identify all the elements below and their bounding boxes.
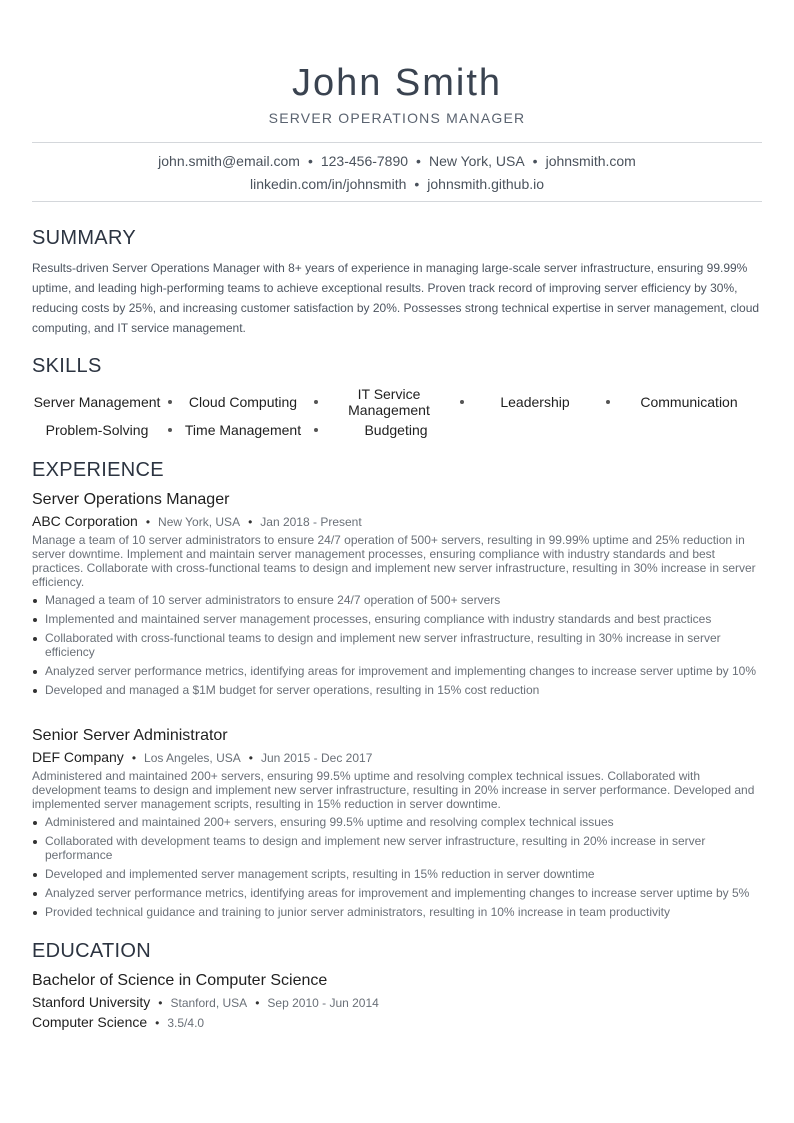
- bullet-text: Analyzed server performance metrics, identifying areas for improvement and implementing changes to increase server uptime by 5%: [45, 886, 750, 900]
- job-description: Manage a team of 10 server administrators to ensure 24/7 operation of 500+ servers, resulting in 99.99% uptime and 25% reduction in server downtime. Implement and maintain server management processes, ensuring compliance with industry standards and best practices. Collaborate with cross-functional teams to design and implement new server infrastructure, resulting in 30% increase in server efficiency.: [32, 533, 756, 589]
- job-title: Server Operations Manager: [32, 491, 230, 508]
- skill-item: IT Service Management: [348, 386, 430, 418]
- experience-heading: EXPERIENCE: [32, 459, 164, 481]
- education-major-row: [32, 1014, 204, 1030]
- meta-separator: •: [248, 751, 253, 765]
- skills-heading: SKILLS: [32, 355, 102, 377]
- bullet-text: Collaborated with development teams to design and implement new server infrastructure, resulting in 20% increase in server performance: [45, 834, 706, 862]
- bullet-dot: [33, 618, 37, 622]
- job-description: Administered and maintained 200+ servers, ensuring 99.5% uptime and resolving complex technical issues. Collaborated with development teams to design and implement new server infrastructure, resulting in 20% increase in server performance. Developed and implemented server management scripts, resulting in 15% reduction in server downtime.: [32, 769, 755, 811]
- job-dates: Jan 2018 - Present: [260, 515, 362, 529]
- bullet-dot: [33, 892, 37, 896]
- list-item: [32, 834, 762, 862]
- contact-website[interactable]: johnsmith.com: [545, 153, 636, 169]
- job-meta: [32, 749, 372, 765]
- contact-location: New York, USA: [428, 153, 525, 169]
- list-item: [32, 612, 762, 626]
- bullet-dot: [33, 599, 37, 603]
- bullet-dot: [33, 637, 37, 641]
- bullet-text: Administered and maintained 200+ servers, ensuring 99.5% uptime and resolving complex technical issues: [45, 815, 614, 829]
- contact-email[interactable]: john.smith@email.com: [158, 153, 300, 169]
- skill-item: Server Management: [33, 394, 161, 410]
- education-meta: [32, 994, 379, 1010]
- job-title: Senior Server Administrator: [32, 727, 228, 744]
- contact-separator: •: [416, 153, 421, 169]
- skill-separator: [314, 400, 318, 404]
- summary-heading: SUMMARY: [32, 227, 136, 249]
- skill-item: Problem-Solving: [45, 422, 149, 438]
- bullet-text: Collaborated with cross-functional teams to design and implement new server infrastructure, resulting in 30% increase in server efficiency: [45, 631, 721, 659]
- job-bullet-list: [32, 815, 762, 924]
- contact-row-secondary: [0, 176, 794, 192]
- education-location: Stanford, USA: [170, 996, 248, 1010]
- list-item: [32, 631, 762, 659]
- education-dates: Sep 2010 - Jun 2014: [267, 996, 379, 1010]
- education-heading: EDUCATION: [32, 940, 151, 962]
- skill-separator: [460, 400, 464, 404]
- skill-separator: [606, 400, 610, 404]
- bullet-text: Analyzed server performance metrics, identifying areas for improvement and implementing changes to increase server uptime by 10%: [45, 664, 756, 678]
- education-major: Computer Science: [32, 1014, 148, 1030]
- skill-item: Time Management: [184, 422, 302, 438]
- job-bullet-list: [32, 593, 762, 702]
- bullet-dot: [33, 670, 37, 674]
- bullet-dot: [33, 821, 37, 825]
- education-degree: Bachelor of Science in Computer Science: [32, 972, 328, 989]
- bullet-dot: [33, 689, 37, 693]
- bullet-dot: [33, 911, 37, 915]
- education-school: Stanford University: [32, 994, 151, 1010]
- bullet-dot: [33, 873, 37, 877]
- header-divider-bottom: [32, 201, 762, 202]
- list-item: [32, 886, 762, 900]
- meta-separator: •: [145, 515, 151, 529]
- contact-phone[interactable]: 123-456-7890: [320, 153, 409, 169]
- skill-separator: [168, 428, 172, 432]
- bullet-text: Implemented and maintained server management processes, ensuring compliance with industry standards and best practices: [45, 612, 712, 626]
- contact-row-primary: [0, 153, 794, 169]
- list-item: [32, 683, 762, 697]
- contact-separator: •: [307, 153, 313, 169]
- job-meta: [32, 513, 362, 529]
- bullet-text: Managed a team of 10 server administrators to ensure 24/7 operation of 500+ servers: [45, 593, 501, 607]
- meta-separator: •: [255, 996, 260, 1010]
- skills-row: [32, 414, 762, 450]
- skill-separator: [168, 400, 172, 404]
- list-item: [32, 593, 762, 607]
- contact-separator: •: [532, 153, 538, 169]
- job-location: New York, USA: [158, 515, 241, 529]
- bullet-dot: [33, 840, 37, 844]
- job-company: ABC Corporation: [32, 513, 138, 529]
- list-item: [32, 664, 762, 678]
- meta-separator: •: [155, 1016, 160, 1030]
- job-location: Los Angeles, USA: [144, 751, 241, 765]
- bullet-text: Developed and managed a $1M budget for server operations, resulting in 15% cost reduction: [45, 683, 540, 697]
- contact-separator: •: [414, 176, 420, 192]
- candidate-title: SERVER OPERATIONS MANAGER: [268, 110, 526, 126]
- meta-separator: •: [248, 515, 253, 529]
- skill-item: Leadership: [500, 394, 570, 410]
- list-item: [32, 867, 762, 881]
- skill-item: Budgeting: [364, 422, 428, 438]
- education-gpa: 3.5/4.0: [167, 1016, 205, 1030]
- meta-separator: •: [131, 751, 137, 765]
- list-item: [32, 905, 762, 919]
- header-divider-top: [32, 142, 762, 143]
- job-dates: Jun 2015 - Dec 2017: [260, 751, 373, 765]
- job-company: DEF Company: [32, 749, 124, 765]
- bullet-text: Developed and implemented server management scripts, resulting in 15% reduction in server downtime: [45, 867, 595, 881]
- bullet-text: Provided technical guidance and training to junior server administrators, resulting in 10% increase in team productivity: [45, 905, 670, 919]
- skill-item: Communication: [640, 394, 738, 410]
- meta-separator: •: [158, 996, 163, 1010]
- contact-github[interactable]: johnsmith.github.io: [427, 176, 545, 192]
- skill-item: Cloud Computing: [188, 394, 298, 410]
- candidate-name: John Smith: [291, 62, 503, 104]
- skill-separator: [314, 428, 318, 432]
- summary-text: Results-driven Server Operations Manager with 8+ years of experience in managing large-scale server infrastructure, ensuring 99.99% uptime, and leading high-performing teams to achieve exceptional results. Proven track record of improving server efficiency by 30%, reducing costs by 25%, and increasing customer satisfaction by 20%. Possesses strong technical expertise in server management, cloud computing, and IT service management.: [32, 261, 760, 335]
- contact-linkedin[interactable]: linkedin.com/in/johnsmith: [249, 176, 407, 192]
- list-item: [32, 815, 762, 829]
